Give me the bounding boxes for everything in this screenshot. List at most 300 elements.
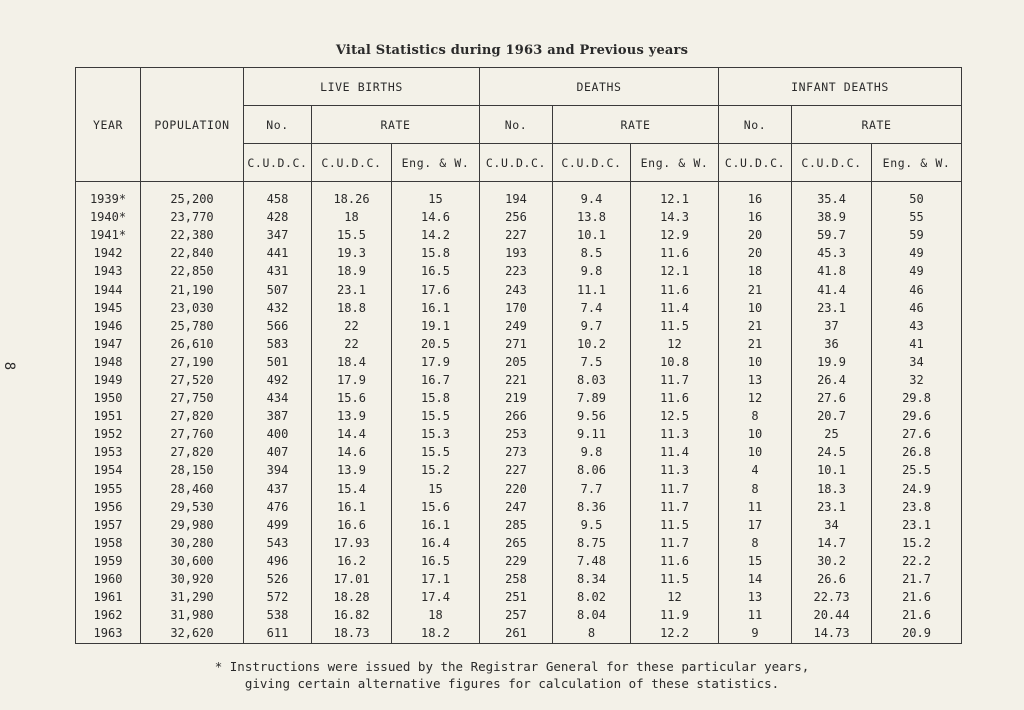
cell-infant-deaths-rate-engw: 21.7 xyxy=(872,570,962,588)
cell-deaths-rate-cudc: 10.2 xyxy=(553,335,631,353)
group-header-infant-deaths: INFANT DEATHS xyxy=(719,68,962,106)
cell-deaths-no: 257 xyxy=(480,606,553,624)
table-row xyxy=(76,534,962,552)
live-births-rate-engw-header: Eng. & W. xyxy=(392,144,480,182)
cell-live-births-rate-engw: 17.1 xyxy=(392,570,480,588)
cell-deaths-no: 258 xyxy=(480,570,553,588)
table-row xyxy=(76,425,962,443)
cell-live-births-no: 428 xyxy=(244,208,312,226)
cell-live-births-no: 394 xyxy=(244,461,312,479)
cell-deaths-rate-engw: 11.6 xyxy=(631,244,719,262)
cell-live-births-rate-engw: 18 xyxy=(392,606,480,624)
cell-deaths-no: 273 xyxy=(480,443,553,461)
cell-live-births-no: 476 xyxy=(244,498,312,516)
cell-deaths-rate-cudc: 13.8 xyxy=(553,208,631,226)
cell-population: 31,290 xyxy=(141,588,244,606)
cell-live-births-no: 492 xyxy=(244,371,312,389)
cell-year: 1956 xyxy=(76,498,141,516)
cell-infant-deaths-no: 16 xyxy=(719,182,792,209)
cell-live-births-rate-cudc: 15.6 xyxy=(312,389,392,407)
cell-live-births-rate-engw: 15 xyxy=(392,182,480,209)
deaths-no-cudc-header: C.U.D.C. xyxy=(480,144,553,182)
cell-infant-deaths-no: 9 xyxy=(719,624,792,644)
cell-live-births-rate-cudc: 15.5 xyxy=(312,226,392,244)
cell-infant-deaths-no: 16 xyxy=(719,208,792,226)
infant-deaths-rate-header: RATE xyxy=(792,106,962,144)
cell-infant-deaths-rate-engw: 23.1 xyxy=(872,516,962,534)
cell-deaths-rate-engw: 12.9 xyxy=(631,226,719,244)
cell-infant-deaths-no: 11 xyxy=(719,606,792,624)
table-row xyxy=(76,552,962,570)
cell-infant-deaths-rate-engw: 29.8 xyxy=(872,389,962,407)
cell-live-births-rate-cudc: 18.9 xyxy=(312,262,392,280)
cell-deaths-rate-engw: 12.1 xyxy=(631,182,719,209)
cell-deaths-no: 253 xyxy=(480,425,553,443)
cell-live-births-rate-engw: 15.6 xyxy=(392,498,480,516)
cell-live-births-no: 583 xyxy=(244,335,312,353)
cell-live-births-rate-cudc: 19.3 xyxy=(312,244,392,262)
table-row xyxy=(76,624,962,644)
cell-deaths-no: 193 xyxy=(480,244,553,262)
cell-population: 23,030 xyxy=(141,299,244,317)
cell-year: 1959 xyxy=(76,552,141,570)
cell-infant-deaths-no: 10 xyxy=(719,443,792,461)
cell-live-births-rate-cudc: 13.9 xyxy=(312,407,392,425)
cell-live-births-rate-cudc: 16.1 xyxy=(312,498,392,516)
cell-live-births-rate-engw: 17.4 xyxy=(392,588,480,606)
cell-infant-deaths-no: 18 xyxy=(719,262,792,280)
group-header-deaths: DEATHS xyxy=(480,68,719,106)
cell-year: 1949 xyxy=(76,371,141,389)
cell-infant-deaths-rate-engw: 59 xyxy=(872,226,962,244)
cell-deaths-rate-cudc: 7.89 xyxy=(553,389,631,407)
cell-year: 1950 xyxy=(76,389,141,407)
cell-population: 28,460 xyxy=(141,480,244,498)
table-row xyxy=(76,443,962,461)
cell-deaths-rate-engw: 11.6 xyxy=(631,280,719,298)
cell-infant-deaths-no: 8 xyxy=(719,480,792,498)
cell-year: 1955 xyxy=(76,480,141,498)
cell-population: 21,190 xyxy=(141,280,244,298)
cell-infant-deaths-rate-cudc: 20.44 xyxy=(792,606,872,624)
cell-deaths-rate-cudc: 9.4 xyxy=(553,182,631,209)
cell-live-births-no: 526 xyxy=(244,570,312,588)
cell-infant-deaths-rate-engw: 27.6 xyxy=(872,425,962,443)
cell-year: 1952 xyxy=(76,425,141,443)
cell-population: 22,840 xyxy=(141,244,244,262)
footnote-line-1: * Instructions were issued by the Registrar General for these particular years, xyxy=(214,659,810,674)
infant-deaths-no-header: No. xyxy=(719,106,792,144)
table-row xyxy=(76,226,962,244)
cell-live-births-rate-engw: 15.3 xyxy=(392,425,480,443)
deaths-rate-engw-header: Eng. & W. xyxy=(631,144,719,182)
cell-live-births-no: 407 xyxy=(244,443,312,461)
col-header-year: YEAR xyxy=(76,68,141,182)
cell-infant-deaths-rate-engw: 25.5 xyxy=(872,461,962,479)
cell-infant-deaths-rate-cudc: 26.4 xyxy=(792,371,872,389)
cell-infant-deaths-no: 21 xyxy=(719,280,792,298)
cell-year: 1939* xyxy=(76,182,141,209)
cell-infant-deaths-rate-cudc: 36 xyxy=(792,335,872,353)
cell-live-births-no: 501 xyxy=(244,353,312,371)
cell-infant-deaths-no: 10 xyxy=(719,353,792,371)
cell-year: 1941* xyxy=(76,226,141,244)
cell-deaths-no: 170 xyxy=(480,299,553,317)
cell-year: 1958 xyxy=(76,534,141,552)
cell-infant-deaths-rate-cudc: 41.8 xyxy=(792,262,872,280)
cell-infant-deaths-no: 21 xyxy=(719,335,792,353)
cell-deaths-rate-engw: 10.8 xyxy=(631,353,719,371)
cell-deaths-no: 256 xyxy=(480,208,553,226)
cell-live-births-no: 432 xyxy=(244,299,312,317)
cell-population: 25,780 xyxy=(141,317,244,335)
cell-live-births-rate-cudc: 16.82 xyxy=(312,606,392,624)
cell-live-births-no: 611 xyxy=(244,624,312,644)
cell-population: 29,530 xyxy=(141,498,244,516)
cell-deaths-no: 223 xyxy=(480,262,553,280)
cell-deaths-no: 220 xyxy=(480,480,553,498)
cell-infant-deaths-rate-cudc: 27.6 xyxy=(792,389,872,407)
cell-deaths-no: 247 xyxy=(480,498,553,516)
cell-live-births-rate-engw: 15.2 xyxy=(392,461,480,479)
cell-live-births-no: 437 xyxy=(244,480,312,498)
cell-deaths-rate-engw: 12 xyxy=(631,588,719,606)
cell-infant-deaths-rate-engw: 21.6 xyxy=(872,606,962,624)
cell-live-births-no: 347 xyxy=(244,226,312,244)
cell-infant-deaths-rate-cudc: 25 xyxy=(792,425,872,443)
cell-deaths-no: 249 xyxy=(480,317,553,335)
table-row xyxy=(76,317,962,335)
cell-infant-deaths-rate-cudc: 24.5 xyxy=(792,443,872,461)
cell-live-births-rate-engw: 15.5 xyxy=(392,407,480,425)
cell-infant-deaths-rate-cudc: 20.7 xyxy=(792,407,872,425)
table-row xyxy=(76,353,962,371)
cell-deaths-rate-cudc: 8.06 xyxy=(553,461,631,479)
cell-infant-deaths-no: 17 xyxy=(719,516,792,534)
cell-live-births-no: 543 xyxy=(244,534,312,552)
cell-infant-deaths-rate-engw: 43 xyxy=(872,317,962,335)
cell-live-births-rate-engw: 17.6 xyxy=(392,280,480,298)
cell-population: 27,820 xyxy=(141,407,244,425)
cell-year: 1954 xyxy=(76,461,141,479)
cell-infant-deaths-rate-cudc: 35.4 xyxy=(792,182,872,209)
cell-deaths-no: 221 xyxy=(480,371,553,389)
vital-statistics-table xyxy=(75,67,962,644)
cell-population: 27,190 xyxy=(141,353,244,371)
cell-infant-deaths-no: 12 xyxy=(719,389,792,407)
cell-live-births-rate-cudc: 18.8 xyxy=(312,299,392,317)
footnote-line-2: giving certain alternative figures for calculation of these statistics. xyxy=(244,676,780,691)
cell-live-births-rate-engw: 16.5 xyxy=(392,262,480,280)
cell-infant-deaths-rate-engw: 21.6 xyxy=(872,588,962,606)
cell-deaths-rate-cudc: 9.5 xyxy=(553,516,631,534)
cell-live-births-no: 387 xyxy=(244,407,312,425)
cell-live-births-rate-cudc: 17.01 xyxy=(312,570,392,588)
cell-deaths-no: 194 xyxy=(480,182,553,209)
cell-live-births-rate-cudc: 22 xyxy=(312,335,392,353)
cell-live-births-rate-cudc: 17.9 xyxy=(312,371,392,389)
cell-live-births-no: 538 xyxy=(244,606,312,624)
cell-deaths-no: 243 xyxy=(480,280,553,298)
cell-deaths-rate-cudc: 8.75 xyxy=(553,534,631,552)
cell-infant-deaths-no: 20 xyxy=(719,226,792,244)
cell-live-births-rate-cudc: 23.1 xyxy=(312,280,392,298)
table-row xyxy=(76,588,962,606)
cell-infant-deaths-rate-cudc: 19.9 xyxy=(792,353,872,371)
cell-infant-deaths-rate-cudc: 38.9 xyxy=(792,208,872,226)
cell-population: 31,980 xyxy=(141,606,244,624)
cell-deaths-rate-cudc: 7.5 xyxy=(553,353,631,371)
cell-deaths-rate-cudc: 8.34 xyxy=(553,570,631,588)
live-births-no-header: No. xyxy=(244,106,312,144)
cell-infant-deaths-no: 10 xyxy=(719,299,792,317)
cell-population: 30,920 xyxy=(141,570,244,588)
cell-live-births-rate-engw: 16.1 xyxy=(392,299,480,317)
cell-deaths-rate-cudc: 8.5 xyxy=(553,244,631,262)
cell-live-births-rate-engw: 14.6 xyxy=(392,208,480,226)
live-births-rate-header: RATE xyxy=(312,106,480,144)
cell-infant-deaths-rate-engw: 23.8 xyxy=(872,498,962,516)
cell-infant-deaths-rate-cudc: 37 xyxy=(792,317,872,335)
cell-infant-deaths-rate-cudc: 34 xyxy=(792,516,872,534)
cell-infant-deaths-rate-engw: 34 xyxy=(872,353,962,371)
cell-deaths-no: 265 xyxy=(480,534,553,552)
cell-infant-deaths-rate-engw: 26.8 xyxy=(872,443,962,461)
cell-live-births-rate-engw: 15.8 xyxy=(392,244,480,262)
col-header-population: POPULATION xyxy=(141,68,244,182)
deaths-rate-cudc-header: C.U.D.C. xyxy=(553,144,631,182)
page-number: 8 xyxy=(1,361,17,371)
group-header-live-births: LIVE BIRTHS xyxy=(244,68,480,106)
cell-infant-deaths-rate-engw: 41 xyxy=(872,335,962,353)
cell-deaths-rate-engw: 12 xyxy=(631,335,719,353)
cell-deaths-rate-cudc: 10.1 xyxy=(553,226,631,244)
cell-infant-deaths-rate-engw: 29.6 xyxy=(872,407,962,425)
cell-population: 25,200 xyxy=(141,182,244,209)
cell-infant-deaths-no: 8 xyxy=(719,407,792,425)
cell-deaths-rate-cudc: 9.56 xyxy=(553,407,631,425)
cell-population: 22,850 xyxy=(141,262,244,280)
cell-live-births-rate-engw: 16.4 xyxy=(392,534,480,552)
cell-infant-deaths-rate-cudc: 26.6 xyxy=(792,570,872,588)
cell-population: 27,750 xyxy=(141,389,244,407)
cell-live-births-rate-cudc: 14.4 xyxy=(312,425,392,443)
cell-deaths-rate-cudc: 11.1 xyxy=(553,280,631,298)
cell-deaths-rate-engw: 12.5 xyxy=(631,407,719,425)
cell-population: 30,600 xyxy=(141,552,244,570)
cell-year: 1957 xyxy=(76,516,141,534)
cell-population: 27,520 xyxy=(141,371,244,389)
cell-deaths-no: 266 xyxy=(480,407,553,425)
cell-year: 1942 xyxy=(76,244,141,262)
cell-live-births-rate-cudc: 15.4 xyxy=(312,480,392,498)
page-title: Vital Statistics during 1963 and Previous years xyxy=(335,43,689,58)
cell-deaths-no: 229 xyxy=(480,552,553,570)
cell-deaths-rate-engw: 11.5 xyxy=(631,317,719,335)
cell-deaths-rate-engw: 11.4 xyxy=(631,443,719,461)
cell-live-births-rate-engw: 16.1 xyxy=(392,516,480,534)
cell-live-births-rate-engw: 14.2 xyxy=(392,226,480,244)
table-row xyxy=(76,480,962,498)
table-row xyxy=(76,606,962,624)
cell-deaths-no: 219 xyxy=(480,389,553,407)
cell-live-births-rate-cudc: 16.2 xyxy=(312,552,392,570)
cell-deaths-rate-engw: 12.2 xyxy=(631,624,719,644)
cell-infant-deaths-no: 4 xyxy=(719,461,792,479)
footnote xyxy=(0,658,1024,692)
cell-infant-deaths-no: 8 xyxy=(719,534,792,552)
cell-deaths-no: 227 xyxy=(480,226,553,244)
cell-infant-deaths-rate-cudc: 45.3 xyxy=(792,244,872,262)
cell-infant-deaths-rate-engw: 46 xyxy=(872,299,962,317)
cell-live-births-rate-engw: 15.5 xyxy=(392,443,480,461)
cell-live-births-no: 496 xyxy=(244,552,312,570)
cell-infant-deaths-rate-cudc: 18.3 xyxy=(792,480,872,498)
table-row xyxy=(76,570,962,588)
cell-infant-deaths-no: 14 xyxy=(719,570,792,588)
cell-live-births-rate-engw: 17.9 xyxy=(392,353,480,371)
table-body xyxy=(76,182,962,644)
cell-population: 27,760 xyxy=(141,425,244,443)
table-row xyxy=(76,461,962,479)
cell-year: 1943 xyxy=(76,262,141,280)
cell-year: 1953 xyxy=(76,443,141,461)
cell-infant-deaths-no: 15 xyxy=(719,552,792,570)
cell-population: 27,820 xyxy=(141,443,244,461)
cell-infant-deaths-rate-engw: 49 xyxy=(872,262,962,280)
cell-deaths-rate-engw: 11.9 xyxy=(631,606,719,624)
cell-infant-deaths-no: 10 xyxy=(719,425,792,443)
cell-year: 1946 xyxy=(76,317,141,335)
cell-infant-deaths-rate-cudc: 23.1 xyxy=(792,299,872,317)
cell-year: 1940* xyxy=(76,208,141,226)
cell-infant-deaths-rate-engw: 32 xyxy=(872,371,962,389)
cell-live-births-rate-engw: 19.1 xyxy=(392,317,480,335)
cell-deaths-no: 271 xyxy=(480,335,553,353)
cell-live-births-rate-cudc: 22 xyxy=(312,317,392,335)
cell-infant-deaths-rate-cudc: 41.4 xyxy=(792,280,872,298)
cell-population: 26,610 xyxy=(141,335,244,353)
cell-live-births-rate-engw: 15.8 xyxy=(392,389,480,407)
deaths-rate-header: RATE xyxy=(553,106,719,144)
cell-year: 1961 xyxy=(76,588,141,606)
cell-infant-deaths-no: 21 xyxy=(719,317,792,335)
cell-live-births-rate-cudc: 18 xyxy=(312,208,392,226)
table-row xyxy=(76,244,962,262)
cell-deaths-rate-engw: 11.7 xyxy=(631,534,719,552)
cell-year: 1945 xyxy=(76,299,141,317)
cell-infant-deaths-rate-cudc: 59.7 xyxy=(792,226,872,244)
infant-deaths-rate-engw-header: Eng. & W. xyxy=(872,144,962,182)
cell-infant-deaths-rate-engw: 24.9 xyxy=(872,480,962,498)
table-row xyxy=(76,389,962,407)
cell-live-births-no: 441 xyxy=(244,244,312,262)
cell-live-births-rate-cudc: 18.73 xyxy=(312,624,392,644)
cell-deaths-rate-engw: 11.7 xyxy=(631,480,719,498)
cell-deaths-rate-engw: 11.7 xyxy=(631,498,719,516)
cell-infant-deaths-rate-cudc: 22.73 xyxy=(792,588,872,606)
cell-live-births-no: 572 xyxy=(244,588,312,606)
deaths-no-header: No. xyxy=(480,106,553,144)
cell-deaths-rate-cudc: 8.04 xyxy=(553,606,631,624)
cell-deaths-no: 261 xyxy=(480,624,553,644)
cell-year: 1963 xyxy=(76,624,141,644)
cell-deaths-rate-engw: 11.7 xyxy=(631,371,719,389)
cell-population: 28,150 xyxy=(141,461,244,479)
cell-deaths-rate-engw: 11.5 xyxy=(631,570,719,588)
cell-live-births-rate-cudc: 14.6 xyxy=(312,443,392,461)
cell-deaths-rate-cudc: 8 xyxy=(553,624,631,644)
cell-live-births-no: 566 xyxy=(244,317,312,335)
cell-deaths-rate-engw: 11.3 xyxy=(631,461,719,479)
cell-live-births-rate-engw: 18.2 xyxy=(392,624,480,644)
cell-live-births-rate-cudc: 17.93 xyxy=(312,534,392,552)
cell-population: 22,380 xyxy=(141,226,244,244)
cell-infant-deaths-no: 11 xyxy=(719,498,792,516)
cell-infant-deaths-rate-engw: 22.2 xyxy=(872,552,962,570)
cell-infant-deaths-rate-cudc: 23.1 xyxy=(792,498,872,516)
cell-live-births-rate-engw: 15 xyxy=(392,480,480,498)
cell-deaths-rate-engw: 11.6 xyxy=(631,552,719,570)
cell-live-births-no: 507 xyxy=(244,280,312,298)
cell-deaths-rate-cudc: 9.8 xyxy=(553,262,631,280)
cell-infant-deaths-rate-engw: 55 xyxy=(872,208,962,226)
table-row xyxy=(76,299,962,317)
cell-infant-deaths-rate-engw: 46 xyxy=(872,280,962,298)
cell-infant-deaths-rate-cudc: 30.2 xyxy=(792,552,872,570)
cell-deaths-no: 227 xyxy=(480,461,553,479)
cell-deaths-rate-cudc: 8.36 xyxy=(553,498,631,516)
cell-deaths-rate-cudc: 7.7 xyxy=(553,480,631,498)
cell-infant-deaths-rate-engw: 50 xyxy=(872,182,962,209)
live-births-rate-cudc-header: C.U.D.C. xyxy=(312,144,392,182)
cell-deaths-rate-engw: 12.1 xyxy=(631,262,719,280)
cell-year: 1962 xyxy=(76,606,141,624)
cell-infant-deaths-rate-engw: 20.9 xyxy=(872,624,962,644)
cell-live-births-rate-cudc: 18.4 xyxy=(312,353,392,371)
cell-infant-deaths-rate-cudc: 14.73 xyxy=(792,624,872,644)
cell-population: 30,280 xyxy=(141,534,244,552)
live-births-no-cudc-header: C.U.D.C. xyxy=(244,144,312,182)
cell-live-births-rate-cudc: 18.28 xyxy=(312,588,392,606)
cell-deaths-rate-engw: 11.3 xyxy=(631,425,719,443)
cell-live-births-rate-cudc: 13.9 xyxy=(312,461,392,479)
cell-deaths-rate-cudc: 7.4 xyxy=(553,299,631,317)
table-row xyxy=(76,335,962,353)
cell-deaths-no: 285 xyxy=(480,516,553,534)
cell-infant-deaths-no: 13 xyxy=(719,588,792,606)
cell-deaths-rate-cudc: 9.11 xyxy=(553,425,631,443)
cell-population: 29,980 xyxy=(141,516,244,534)
cell-infant-deaths-rate-cudc: 10.1 xyxy=(792,461,872,479)
cell-deaths-rate-engw: 11.4 xyxy=(631,299,719,317)
cell-deaths-rate-cudc: 9.7 xyxy=(553,317,631,335)
cell-year: 1960 xyxy=(76,570,141,588)
cell-deaths-no: 205 xyxy=(480,353,553,371)
cell-infant-deaths-rate-cudc: 14.7 xyxy=(792,534,872,552)
cell-live-births-rate-engw: 16.5 xyxy=(392,552,480,570)
cell-live-births-rate-engw: 20.5 xyxy=(392,335,480,353)
cell-year: 1948 xyxy=(76,353,141,371)
cell-deaths-rate-engw: 11.5 xyxy=(631,516,719,534)
cell-live-births-no: 431 xyxy=(244,262,312,280)
cell-deaths-rate-cudc: 7.48 xyxy=(553,552,631,570)
cell-live-births-rate-engw: 16.7 xyxy=(392,371,480,389)
cell-live-births-no: 499 xyxy=(244,516,312,534)
cell-infant-deaths-rate-engw: 15.2 xyxy=(872,534,962,552)
cell-infant-deaths-no: 20 xyxy=(719,244,792,262)
table-row xyxy=(76,498,962,516)
